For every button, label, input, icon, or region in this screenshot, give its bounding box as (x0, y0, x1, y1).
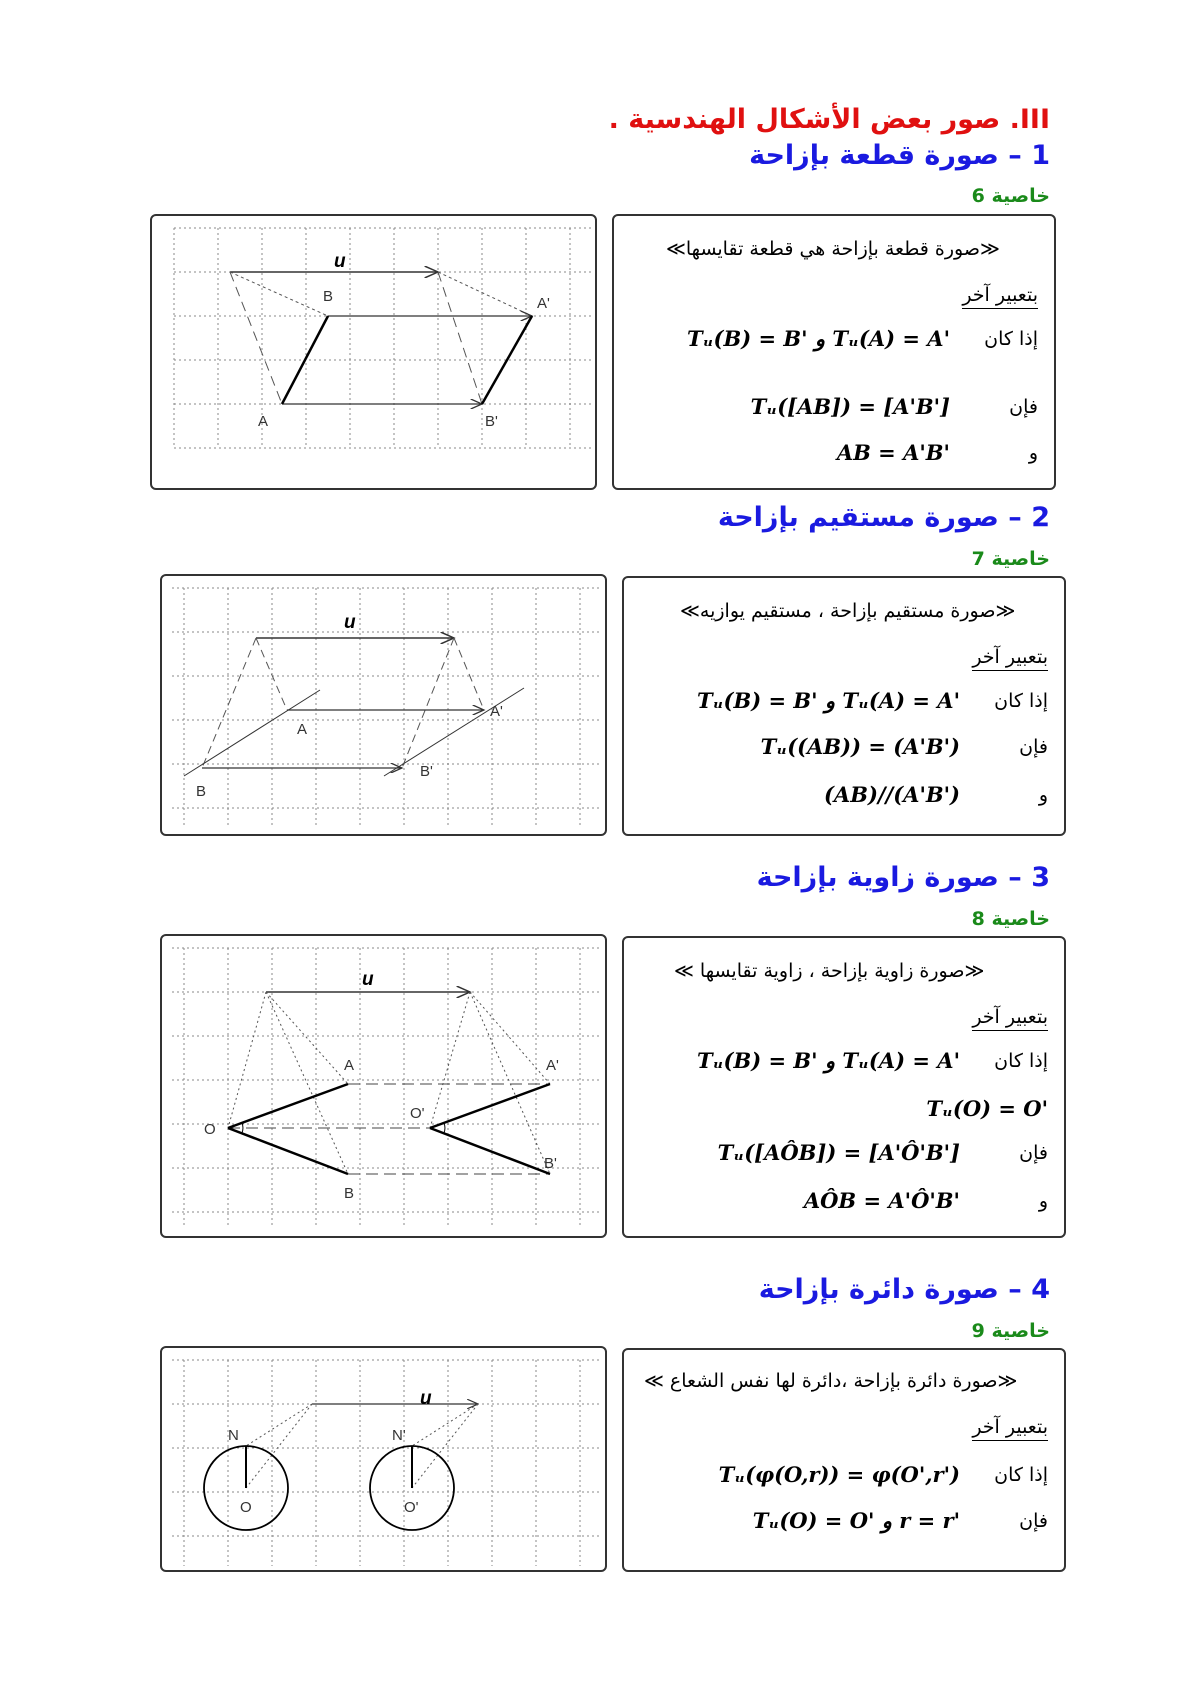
point-B-prime-label: B' (420, 763, 433, 780)
figure-2-svg (162, 576, 609, 838)
result-3b: AÔB = A'Ô'B' (803, 1188, 960, 1213)
point-A-label: A (258, 413, 269, 430)
result-1b: AB = A'B' (836, 440, 950, 465)
point-A-label: A (297, 721, 308, 738)
condition-4: Tᵤ(φ(O,r)) = φ(O',r') (718, 1462, 960, 1487)
figure-1-segment (150, 214, 597, 490)
point-N-prime-label: N' (392, 1427, 406, 1444)
result-2a: Tᵤ((AB)) = (A'B') (760, 734, 960, 759)
vector-u-label: u (344, 612, 356, 633)
property-7-box (622, 576, 1066, 836)
point-O-prime-label: O' (404, 1499, 419, 1516)
figure-3-angle (160, 934, 607, 1238)
figure-4-circle (160, 1346, 607, 1572)
and-label: و (1038, 1190, 1048, 1212)
section-4-title: 4 – صورة دائرة بإزاحة (758, 1274, 1050, 1305)
if-label: إذا كان (994, 1464, 1048, 1486)
property-7-statement: ≪صورة مستقيم بإزاحة ، مستقيم يوازيه≫ (680, 600, 1016, 622)
then-label: فإن (1019, 1510, 1048, 1532)
point-O-label: O (240, 1499, 252, 1516)
point-B-label: B (196, 783, 207, 800)
point-B-prime-label: B' (485, 413, 498, 430)
section-1-title: 1 – صورة قطعة بإزاحة (749, 140, 1050, 171)
section-2-title: 2 – صورة مستقيم بإزاحة (717, 502, 1050, 533)
and-label: و (1028, 442, 1038, 464)
figure-2-line (160, 574, 607, 836)
figure-3-svg (162, 936, 609, 1240)
point-A-label: A (344, 1057, 355, 1074)
result-2b: (AB)//(A'B') (823, 782, 960, 807)
rephrase-label: بتعبير آخر (962, 284, 1038, 309)
vector-u-label: u (334, 251, 346, 272)
property-8-label: خاصية 8 (971, 908, 1050, 930)
property-9-label: خاصية 9 (971, 1320, 1050, 1342)
rephrase-label: بتعبير آخر (972, 646, 1048, 671)
result-4: Tᵤ(O) = O' و r = r' (752, 1508, 960, 1533)
rephrase-label: بتعبير آخر (972, 1416, 1048, 1441)
point-B-prime-label: B' (544, 1155, 557, 1172)
point-A-prime-label: A' (546, 1057, 559, 1074)
property-6-statement: ≪صورة قطعة بإزاحة هي قطعة تقايسها≫ (666, 238, 1000, 260)
section-3-title: 3 – صورة زاوية بإزاحة (756, 862, 1050, 893)
point-N-label: N (228, 1427, 239, 1444)
property-7-label: خاصية 7 (971, 548, 1050, 570)
point-O-label: O (204, 1121, 216, 1138)
point-B-label: B (344, 1185, 355, 1202)
if-label: إذا كان (984, 328, 1038, 350)
vector-u-label: u (362, 969, 374, 990)
if-label: إذا كان (994, 1050, 1048, 1072)
result-1a: Tᵤ([AB]) = [A'B'] (750, 394, 950, 419)
condition-3b: Tᵤ(O) = O' (926, 1096, 1048, 1121)
vector-u-label: u (420, 1388, 432, 1409)
condition-3: Tᵤ(B) = B' و Tᵤ(A) = A' (696, 1048, 960, 1073)
and-label: و (1038, 784, 1048, 806)
condition-2: Tᵤ(B) = B' و Tᵤ(A) = A' (696, 688, 960, 713)
property-9-statement: ≪صورة دائرة بإزاحة ،دائرة لها نفس الشعاع ≫ (644, 1370, 1018, 1392)
point-B-label: B (323, 288, 334, 305)
rephrase-label: بتعبير آخر (972, 1006, 1048, 1031)
property-8-statement: ≪صورة زاوية بإزاحة ، زاوية تقايسها ≫ (674, 960, 985, 982)
point-O-prime-label: O' (410, 1105, 425, 1122)
property-6-box (612, 214, 1056, 490)
then-label: فإن (1019, 736, 1048, 758)
then-label: فإن (1019, 1142, 1048, 1164)
condition-1: Tᵤ(B) = B' و Tᵤ(A) = A' (686, 326, 950, 351)
figure-4-svg (162, 1348, 609, 1574)
result-3a: Tᵤ([AÔB]) = [A'Ô'B'] (717, 1140, 960, 1165)
if-label: إذا كان (994, 690, 1048, 712)
figure-1-svg (152, 216, 599, 492)
point-A-prime-label: A' (490, 703, 503, 720)
section-title: III. صور بعض الأشكال الهندسية . (608, 104, 1050, 135)
property-9-box (622, 1348, 1066, 1572)
point-A-prime-label: A' (537, 295, 550, 312)
then-label: فإن (1009, 396, 1038, 418)
property-6-label: خاصية 6 (971, 185, 1050, 207)
property-8-box (622, 936, 1066, 1238)
